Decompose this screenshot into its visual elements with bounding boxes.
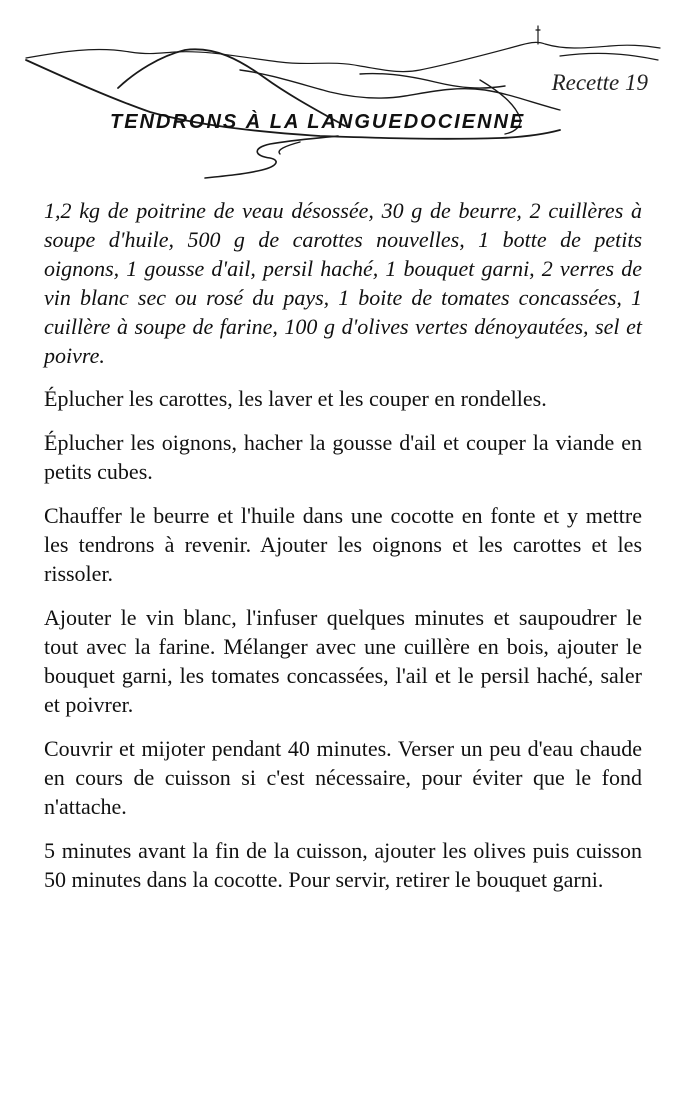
recipe-body — [44, 196, 642, 909]
far-ridge — [26, 42, 660, 71]
recipe-title: TENDRONS À LA LANGUEDOCIENNE — [110, 111, 526, 133]
step-paragraph: Couvrir et mijoter pendant 40 minutes. Verser un peu d'eau chaude en cours de cuisson si c'est nécessaire, pour éviter que le fond n'attache. — [44, 736, 642, 819]
ingredients-list: 1,2 kg de poitrine de veau désossée, 30 g de beurre, 2 cuillères à soupe d'huile, 500 g de carottes nouvelles, 1 botte de petits oignons, 1 gousse d'ail, persil haché, 1 bouquet garni, 2 verres de vin blanc sec ou rosé du pays, 1 boite de tomates concassées, 1 cuillère à soupe de farine, 100 g d'olives vertes dénoyautées, sel et poivre. — [44, 198, 642, 368]
tower-icon — [536, 26, 540, 44]
step-paragraph: Éplucher les carottes, les laver et les couper en rondelles. — [44, 386, 547, 411]
step-paragraph: Éplucher les oignons, hacher la gousse d'ail et couper la viande en petits cubes. — [44, 430, 642, 484]
river-path — [205, 136, 338, 178]
recipe-number: Recette 19 — [551, 70, 648, 95]
step-paragraph: Chauffer le beurre et l'huile dans une cocotte en fonte et y mettre les tendrons à revenir. Ajouter les oignons et les carottes et les rissoler. — [44, 503, 642, 586]
step-paragraph: Ajouter le vin blanc, l'infuser quelques minutes et saupoudrer le tout avec la farine. Mélanger avec une cuillère en bois, ajouter le bouquet garni, les tomates concassées, l'ail et le persil haché, saler et poivrer. — [44, 605, 642, 717]
step-paragraph: 5 minutes avant la fin de la cuisson, ajouter les olives puis cuisson 50 minutes dans la cocotte. Pour servir, retirer le bouquet garni. — [44, 838, 642, 892]
